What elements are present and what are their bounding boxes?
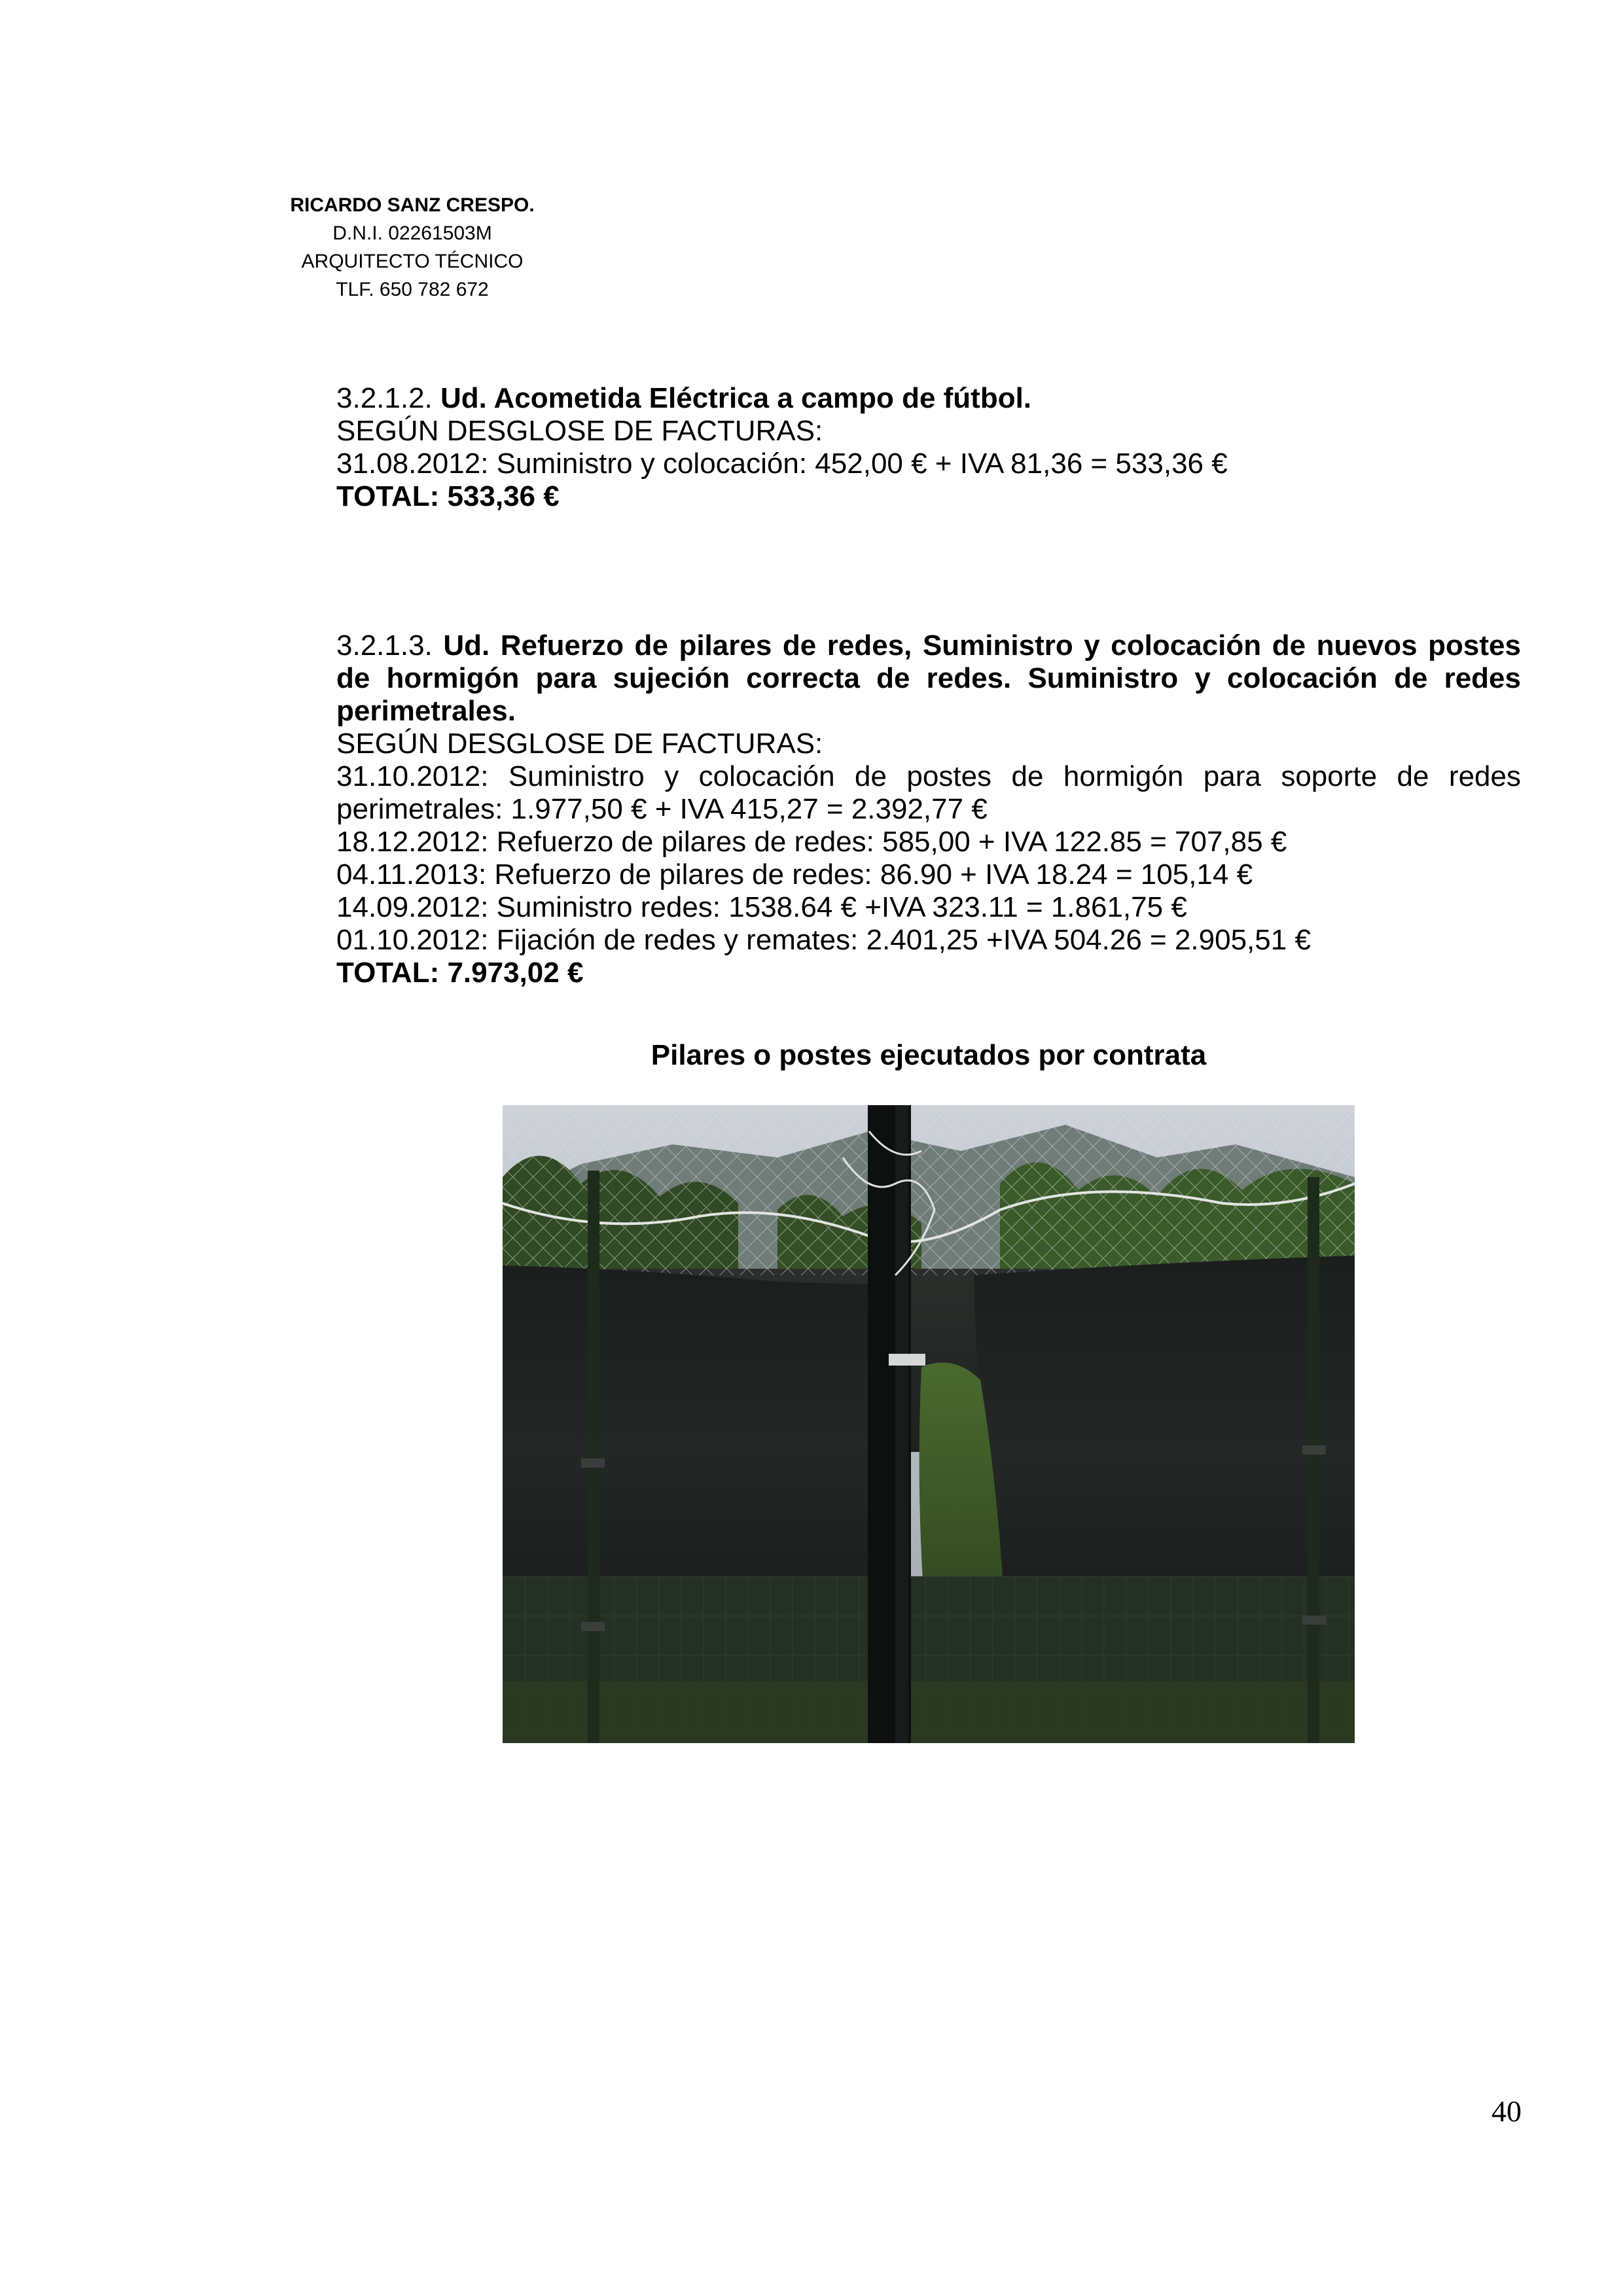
invoice-line: 01.10.2012: Fijación de redes y remates: 2.401,25 +IVA 504.26 = 2.905,51 € [336,924,1311,956]
section-total: TOTAL: 7.973,02 € [336,957,584,989]
invoice-line: 04.11.2013: Refuerzo de pilares de redes: 86.90 + IVA 18.24 = 105,14 € [336,858,1253,891]
invoice-subheading: SEGÚN DESGLOSE DE FACTURAS: [336,415,823,447]
fence-photo [503,1105,1355,1743]
section-number: 3.2.1.3. [336,629,444,662]
section-total: TOTAL: 533,36 € [336,480,560,512]
author-name: RICARDO SANZ CRESPO. [290,194,535,216]
section-refuerzo-pilares [336,629,1521,989]
author-header [249,191,576,304]
section-heading [336,382,1521,415]
section-number: 3.2.1.2. [336,382,441,414]
invoice-line: 31.08.2012: Suministro y colocación: 452,00 € + IVA 81,36 = 533,36 € [336,448,1228,480]
section-title: Ud. Acometida Eléctrica a campo de fútbol. [440,382,1032,414]
photo-caption: Pilares o postes ejecutados por contrata [651,1039,1207,1071]
page-number: 40 [1491,2094,1522,2128]
invoice-line: 31.10.2012: Suministro y colocación de postes de hormigón para soporte de redes perimetrales: 1.977,50 € + IVA 415,27 = 2.392,77 € [336,760,1521,825]
author-dni: D.N.I. 02261503M [332,222,492,244]
author-profession: ARQUITECTO TÉCNICO [301,251,524,272]
section-heading [336,629,1521,728]
author-phone: TLF. 650 782 672 [336,279,489,300]
invoice-subheading: SEGÚN DESGLOSE DE FACTURAS: [336,728,823,760]
invoice-line: 14.09.2012: Suministro redes: 1538.64 € +IVA 323.11 = 1.861,75 € [336,891,1187,923]
section-acometida-electrica [336,382,1521,513]
invoice-line: 18.12.2012: Refuerzo de pilares de redes: 585,00 + IVA 122.85 = 707,85 € [336,826,1287,858]
section-title: Ud. Refuerzo de pilares de redes, Suministro y colocación de nuevos postes de hormigón para sujeción correcta de redes. Suministro y colocación de redes perimetrales. [336,629,1521,727]
